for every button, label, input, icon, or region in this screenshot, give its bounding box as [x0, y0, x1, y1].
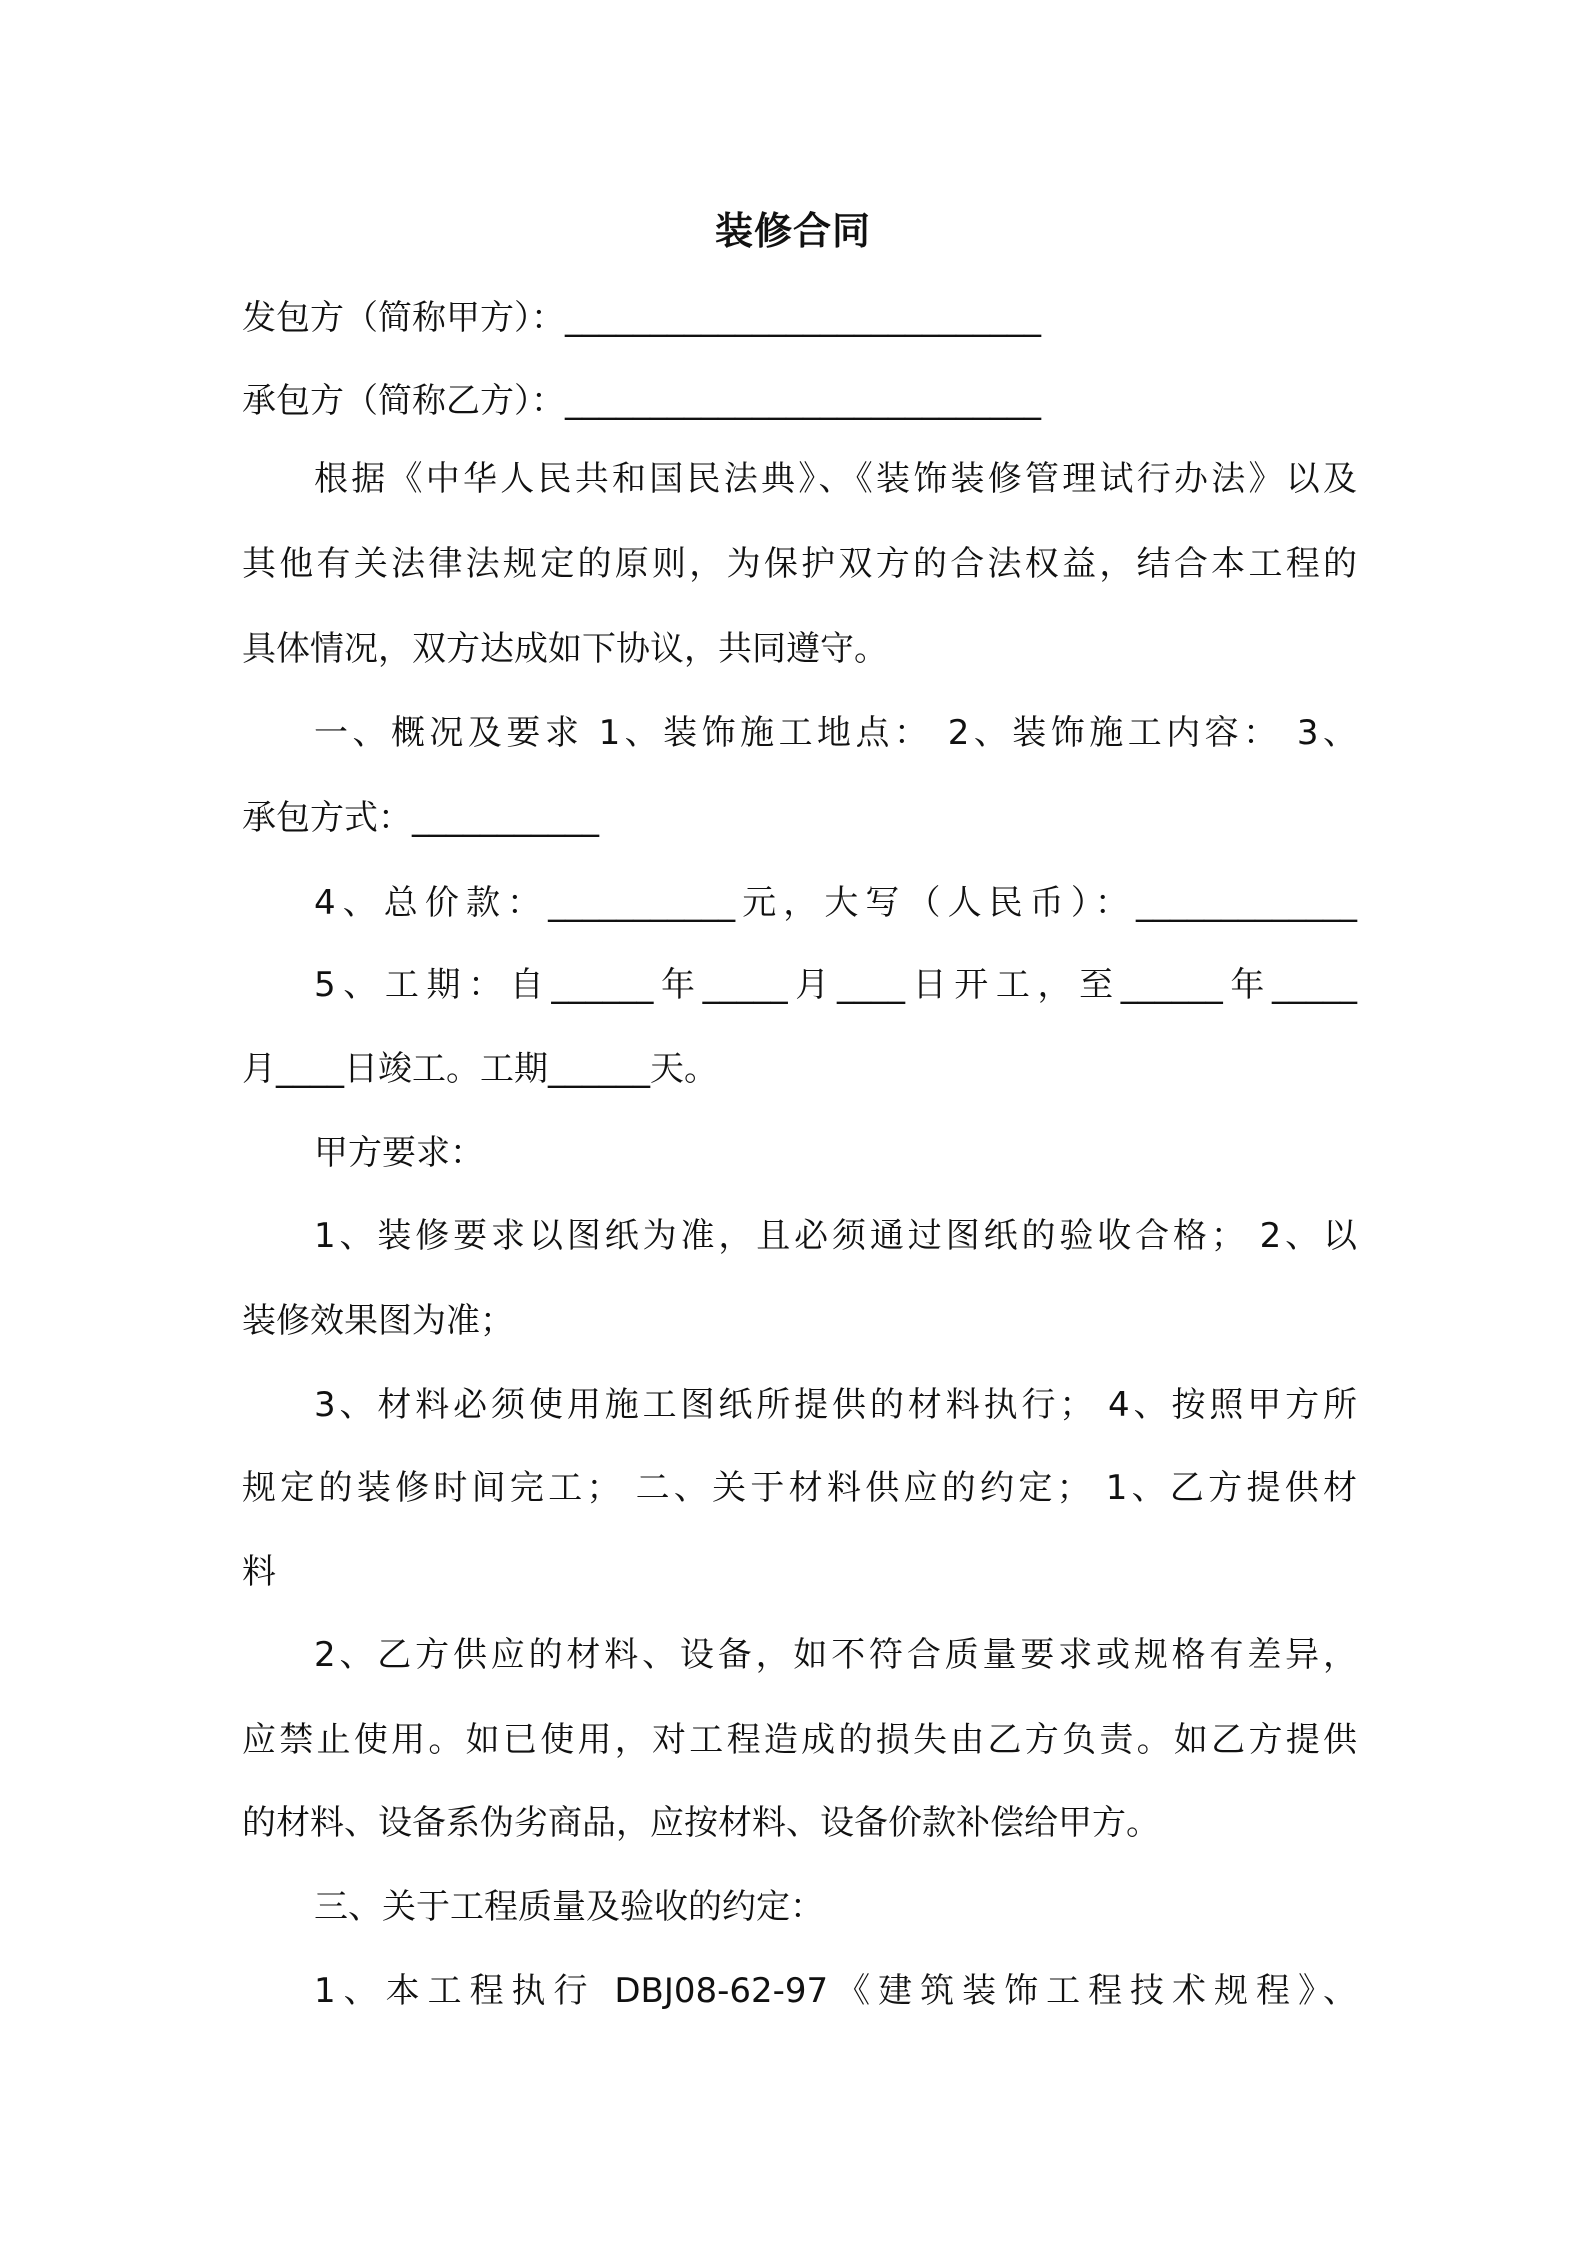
- paragraph-line: 其他有关法律法规定的原则，为保护双方的合法权益，结合本工程的: [242, 544, 1357, 584]
- paragraph-line: 2、乙方供应的材料、设备，如不符合质量要求或规格有差异，: [314, 1635, 1357, 1675]
- paragraph-line: 应禁止使用。如已使用，对工程造成的损失由乙方负责。如乙方提供: [242, 1720, 1357, 1760]
- paragraph-line: 料: [242, 1552, 276, 1592]
- paragraph-line: 一、概况及要求 1、装饰施工地点： 2、装饰施工内容： 3、: [314, 713, 1357, 753]
- paragraph-line: 具体情况，双方达成如下协议，共同遵守。: [242, 629, 888, 669]
- paragraph-line: 装修效果图为准；: [242, 1301, 514, 1341]
- paragraph-line: 1、装修要求以图纸为准，且必须通过图纸的验收合格； 2、以: [314, 1216, 1357, 1256]
- paragraph-line: 承包方式：___________: [242, 798, 599, 838]
- party-b-line: 承包方（简称乙方）：____________________________: [242, 381, 1041, 421]
- party-a-line: 发包方（简称甲方）：____________________________: [242, 298, 1041, 338]
- paragraph-line: 3、材料必须使用施工图纸所提供的材料执行； 4、按照甲方所: [314, 1385, 1357, 1425]
- paragraph-line: 根据《中华人民共和国民法典》、《装饰装修管理试行办法》以及: [314, 459, 1357, 499]
- paragraph-line: 1、本工程执行 DBJ08-62-97《建筑装饰工程技术规程》、: [314, 1971, 1357, 2011]
- paragraph-line: 规定的装修时间完工； 二、关于材料供应的约定； 1、乙方提供材: [242, 1468, 1357, 1508]
- paragraph-line: 4、总价款：___________元，大写（人民币）：_____________: [314, 883, 1357, 923]
- document-title: 装修合同: [714, 209, 871, 253]
- paragraph-line: 的材料、设备系伪劣商品，应按材料、设备价款补偿给甲方。: [242, 1803, 1160, 1843]
- section-heading: 三、关于工程质量及验收的约定：: [314, 1887, 824, 1927]
- paragraph-line: 5、工期：自______年_____月____日开工，至______年_____: [314, 965, 1357, 1005]
- paragraph-line: 月____日竣工。工期______天。: [242, 1049, 718, 1089]
- section-heading: 甲方要求：: [314, 1133, 484, 1173]
